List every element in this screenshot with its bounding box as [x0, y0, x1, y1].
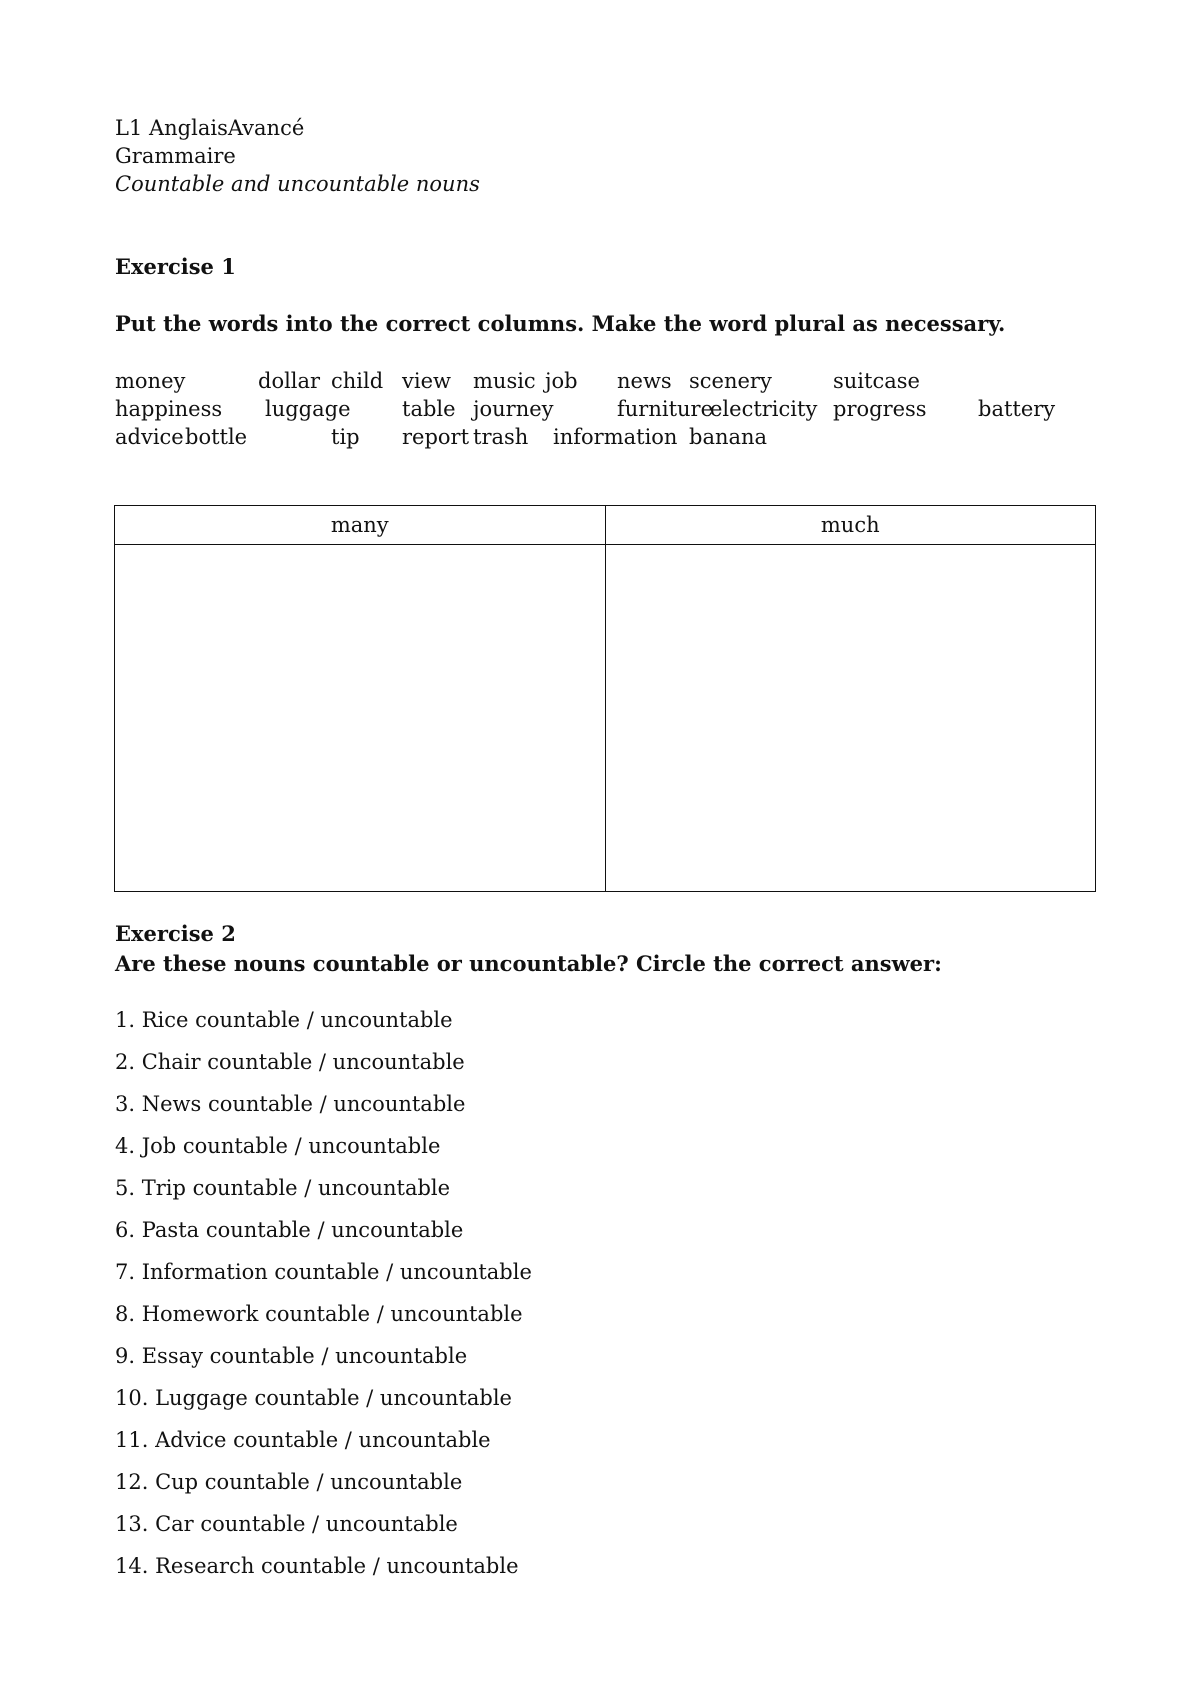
word-bank-word: report — [402, 425, 470, 449]
word-bank-word: suitcase — [833, 369, 920, 393]
list-item: 12. Cup countable / uncountable — [115, 1470, 463, 1494]
list-item: 8. Homework countable / uncountable — [115, 1302, 523, 1326]
subject-title: Grammaire — [115, 144, 236, 168]
exercise1-title: Exercise 1 — [115, 254, 236, 279]
list-item: 2. Chair countable / uncountable — [115, 1050, 465, 1074]
word-bank-word: view — [402, 369, 451, 393]
list-item: 13. Car countable / uncountable — [115, 1512, 458, 1536]
list-item: 10. Luggage countable / uncountable — [115, 1386, 512, 1410]
exercise2-title: Exercise 2 — [115, 921, 236, 946]
word-bank-word: table — [402, 397, 456, 421]
word-bank-word: bottle — [185, 425, 248, 449]
word-bank-word: child — [331, 369, 384, 393]
list-item: 1. Rice countable / uncountable — [115, 1008, 453, 1032]
word-bank-word: music — [473, 369, 536, 393]
list-item: 14. Research countable / uncountable — [115, 1554, 519, 1578]
answer-cell-much[interactable] — [605, 545, 1096, 892]
answer-cell-many[interactable] — [115, 545, 606, 892]
list-item: 3. News countable / uncountable — [115, 1092, 466, 1116]
word-bank-word: money — [115, 369, 186, 393]
word-bank-word: tip — [331, 425, 360, 449]
word-bank-word: electricity — [710, 397, 818, 421]
list-item: 11. Advice countable / uncountable — [115, 1428, 491, 1452]
word-bank-word: dollar — [258, 369, 321, 393]
list-item: 9. Essay countable / uncountable — [115, 1344, 468, 1368]
list-item: 4. Job countable / uncountable — [115, 1134, 441, 1158]
column-header-much: much — [605, 506, 1096, 545]
word-bank-word: battery — [978, 397, 1056, 421]
word-bank-word: luggage — [265, 397, 351, 421]
list-item: 7. Information countable / uncountable — [115, 1260, 532, 1284]
word-bank-word: scenery — [689, 369, 772, 393]
exercise1-instruction: Put the words into the correct columns. Make the word plural as necessary. — [115, 311, 1006, 336]
topic-title: Countable and uncountable nouns — [115, 172, 480, 196]
word-bank-word: journey — [473, 397, 554, 421]
list-item: 5. Trip countable / uncountable — [115, 1176, 451, 1200]
word-bank-word: progress — [833, 397, 927, 421]
list-item: 6. Pasta countable / uncountable — [115, 1218, 464, 1242]
exercise2-instruction: Are these nouns countable or uncountable? Circle the correct answer: — [115, 951, 942, 976]
column-header-many: many — [115, 506, 606, 545]
word-bank-word: happiness — [115, 397, 223, 421]
course-title: L1 AnglaisAvancé — [115, 116, 305, 140]
word-bank-word: news — [617, 369, 672, 393]
word-bank-word: information — [553, 425, 678, 449]
word-bank-word: trash — [473, 425, 529, 449]
word-bank-word: job — [545, 369, 578, 393]
word-bank-word: furniture — [617, 397, 714, 421]
word-bank-word: banana — [689, 425, 768, 449]
sorting-table — [114, 505, 1096, 892]
word-bank-word: advice — [115, 425, 184, 449]
